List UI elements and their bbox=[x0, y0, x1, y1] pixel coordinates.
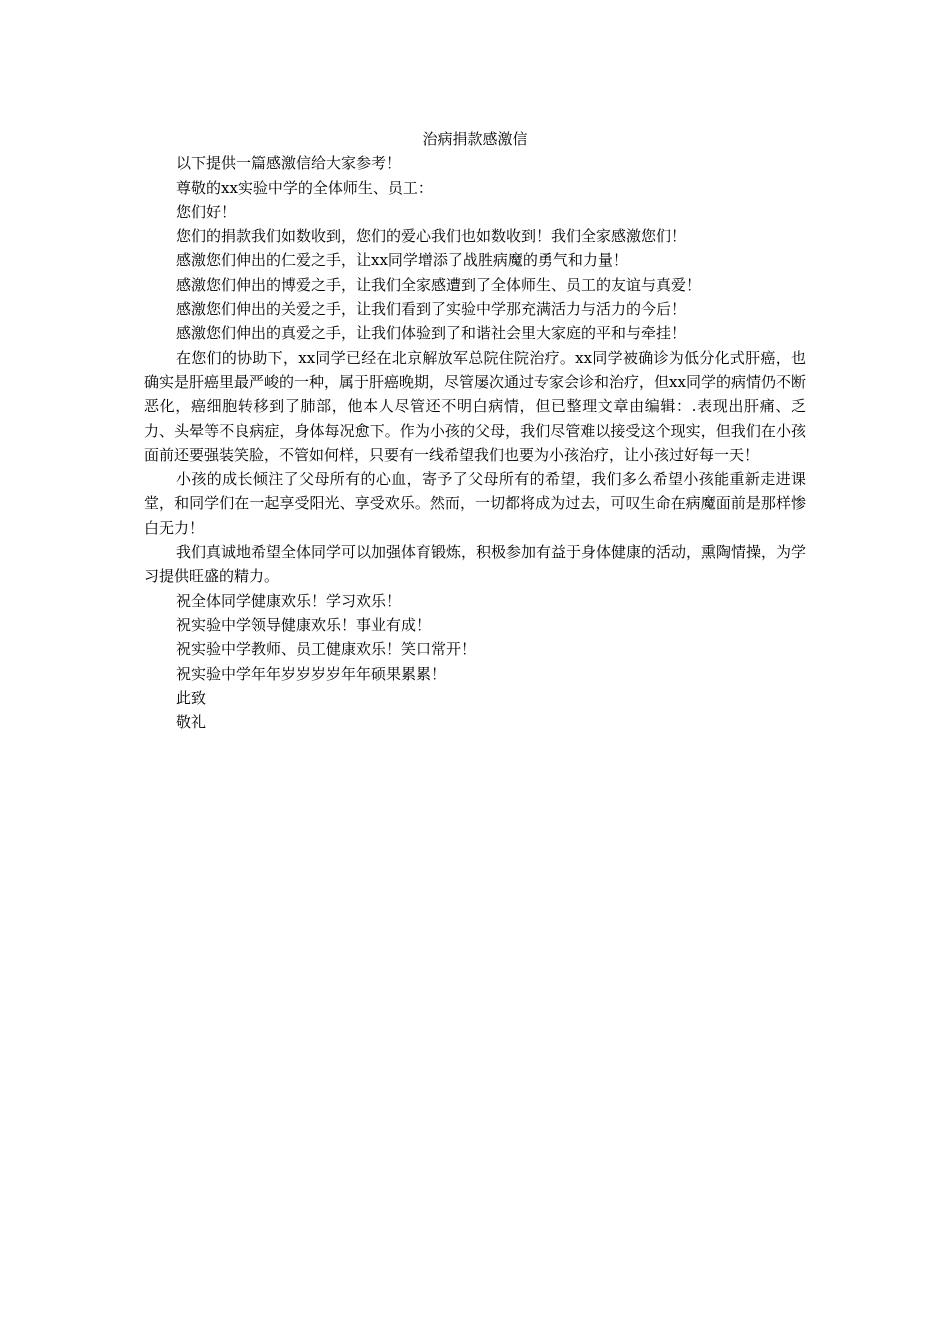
paragraph-blessing-4: 祝实验中学年年岁岁岁岁年年硕果累累！ bbox=[176, 664, 447, 683]
paragraph-hope: 小孩的成长倾注了父母所有的心血，寄予了父母所有的希望，我们多么希望小孩能重新走进课堂，和同学们在一起享受阳光、享受欢乐。然而，一切都将成为过去，可叹生命在病魔面前是那样惨白无力！ bbox=[144, 470, 806, 537]
paragraph-wish: 我们真诚地希望全体同学可以加强体育锻炼，积极参加有益于身体健康的活动，熏陶情操，为学习提供旺盛的精力。 bbox=[144, 543, 807, 586]
paragraph-thanks-4: 感激您们伸出的真爱之手，让我们体验到了和谐社会里大家庭的平和与牵挂！ bbox=[176, 324, 687, 343]
paragraph-blessing-2: 祝实验中学领导健康欢乐！事业有成！ bbox=[176, 615, 432, 634]
paragraph-intro: 以下提供一篇感激信给大家参考！ bbox=[176, 154, 402, 173]
paragraph-salutation: 尊敬的xx实验中学的全体师生、员工： bbox=[176, 178, 433, 197]
document-body bbox=[144, 127, 806, 734]
paragraph-thanks-1: 感激您们伸出的仁爱之手，让xx同学增添了战胜病魔的勇气和力量！ bbox=[176, 251, 628, 270]
paragraph-thanks-3: 感激您们伸出的关爱之手，让我们看到了实验中学那充满活力与活力的今后！ bbox=[176, 300, 687, 319]
paragraph-condition: 在您们的协助下，xx同学已经在北京解放军总院住院治疗。xx同学被确诊为低分化式肝癌，也确实是肝癌里最严峻的一种，属于肝癌晚期，尽管屡次通过专家会诊和治疗，但xx同学的病情仍不断恶化，癌细胞转移到了肺部，他本人尽管还不明白病情，但已整理文章由编辑：.表现出肝痛、乏力、头晕等不良病症，身体每况愈下。作为小孩的父母，我们尽管难以接受这个现实，但我们在小孩面前还要强装笑脸，不管如何样，只要有一线希望我们也要为小孩治疗，让小孩过好每一天！ bbox=[144, 348, 806, 464]
closing-line-2: 敬礼 bbox=[176, 713, 207, 732]
paragraph-blessing-3: 祝实验中学教师、员工健康欢乐！笑口常开！ bbox=[176, 640, 477, 659]
closing-line-1: 此致 bbox=[176, 688, 207, 707]
paragraph-blessing-1: 祝全体同学健康欢乐！学习欢乐！ bbox=[176, 591, 402, 610]
paragraph-received: 您们的捐款我们如数收到，您们的爱心我们也如数收到！我们全家感激您们！ bbox=[176, 227, 687, 246]
paragraph-greeting: 您们好！ bbox=[176, 202, 237, 221]
document-title: 治病捐款感激信 bbox=[422, 130, 528, 148]
paragraph-thanks-2: 感激您们伸出的博爱之手，让我们全家感遭到了全体师生、员工的友谊与真爱！ bbox=[176, 275, 702, 294]
